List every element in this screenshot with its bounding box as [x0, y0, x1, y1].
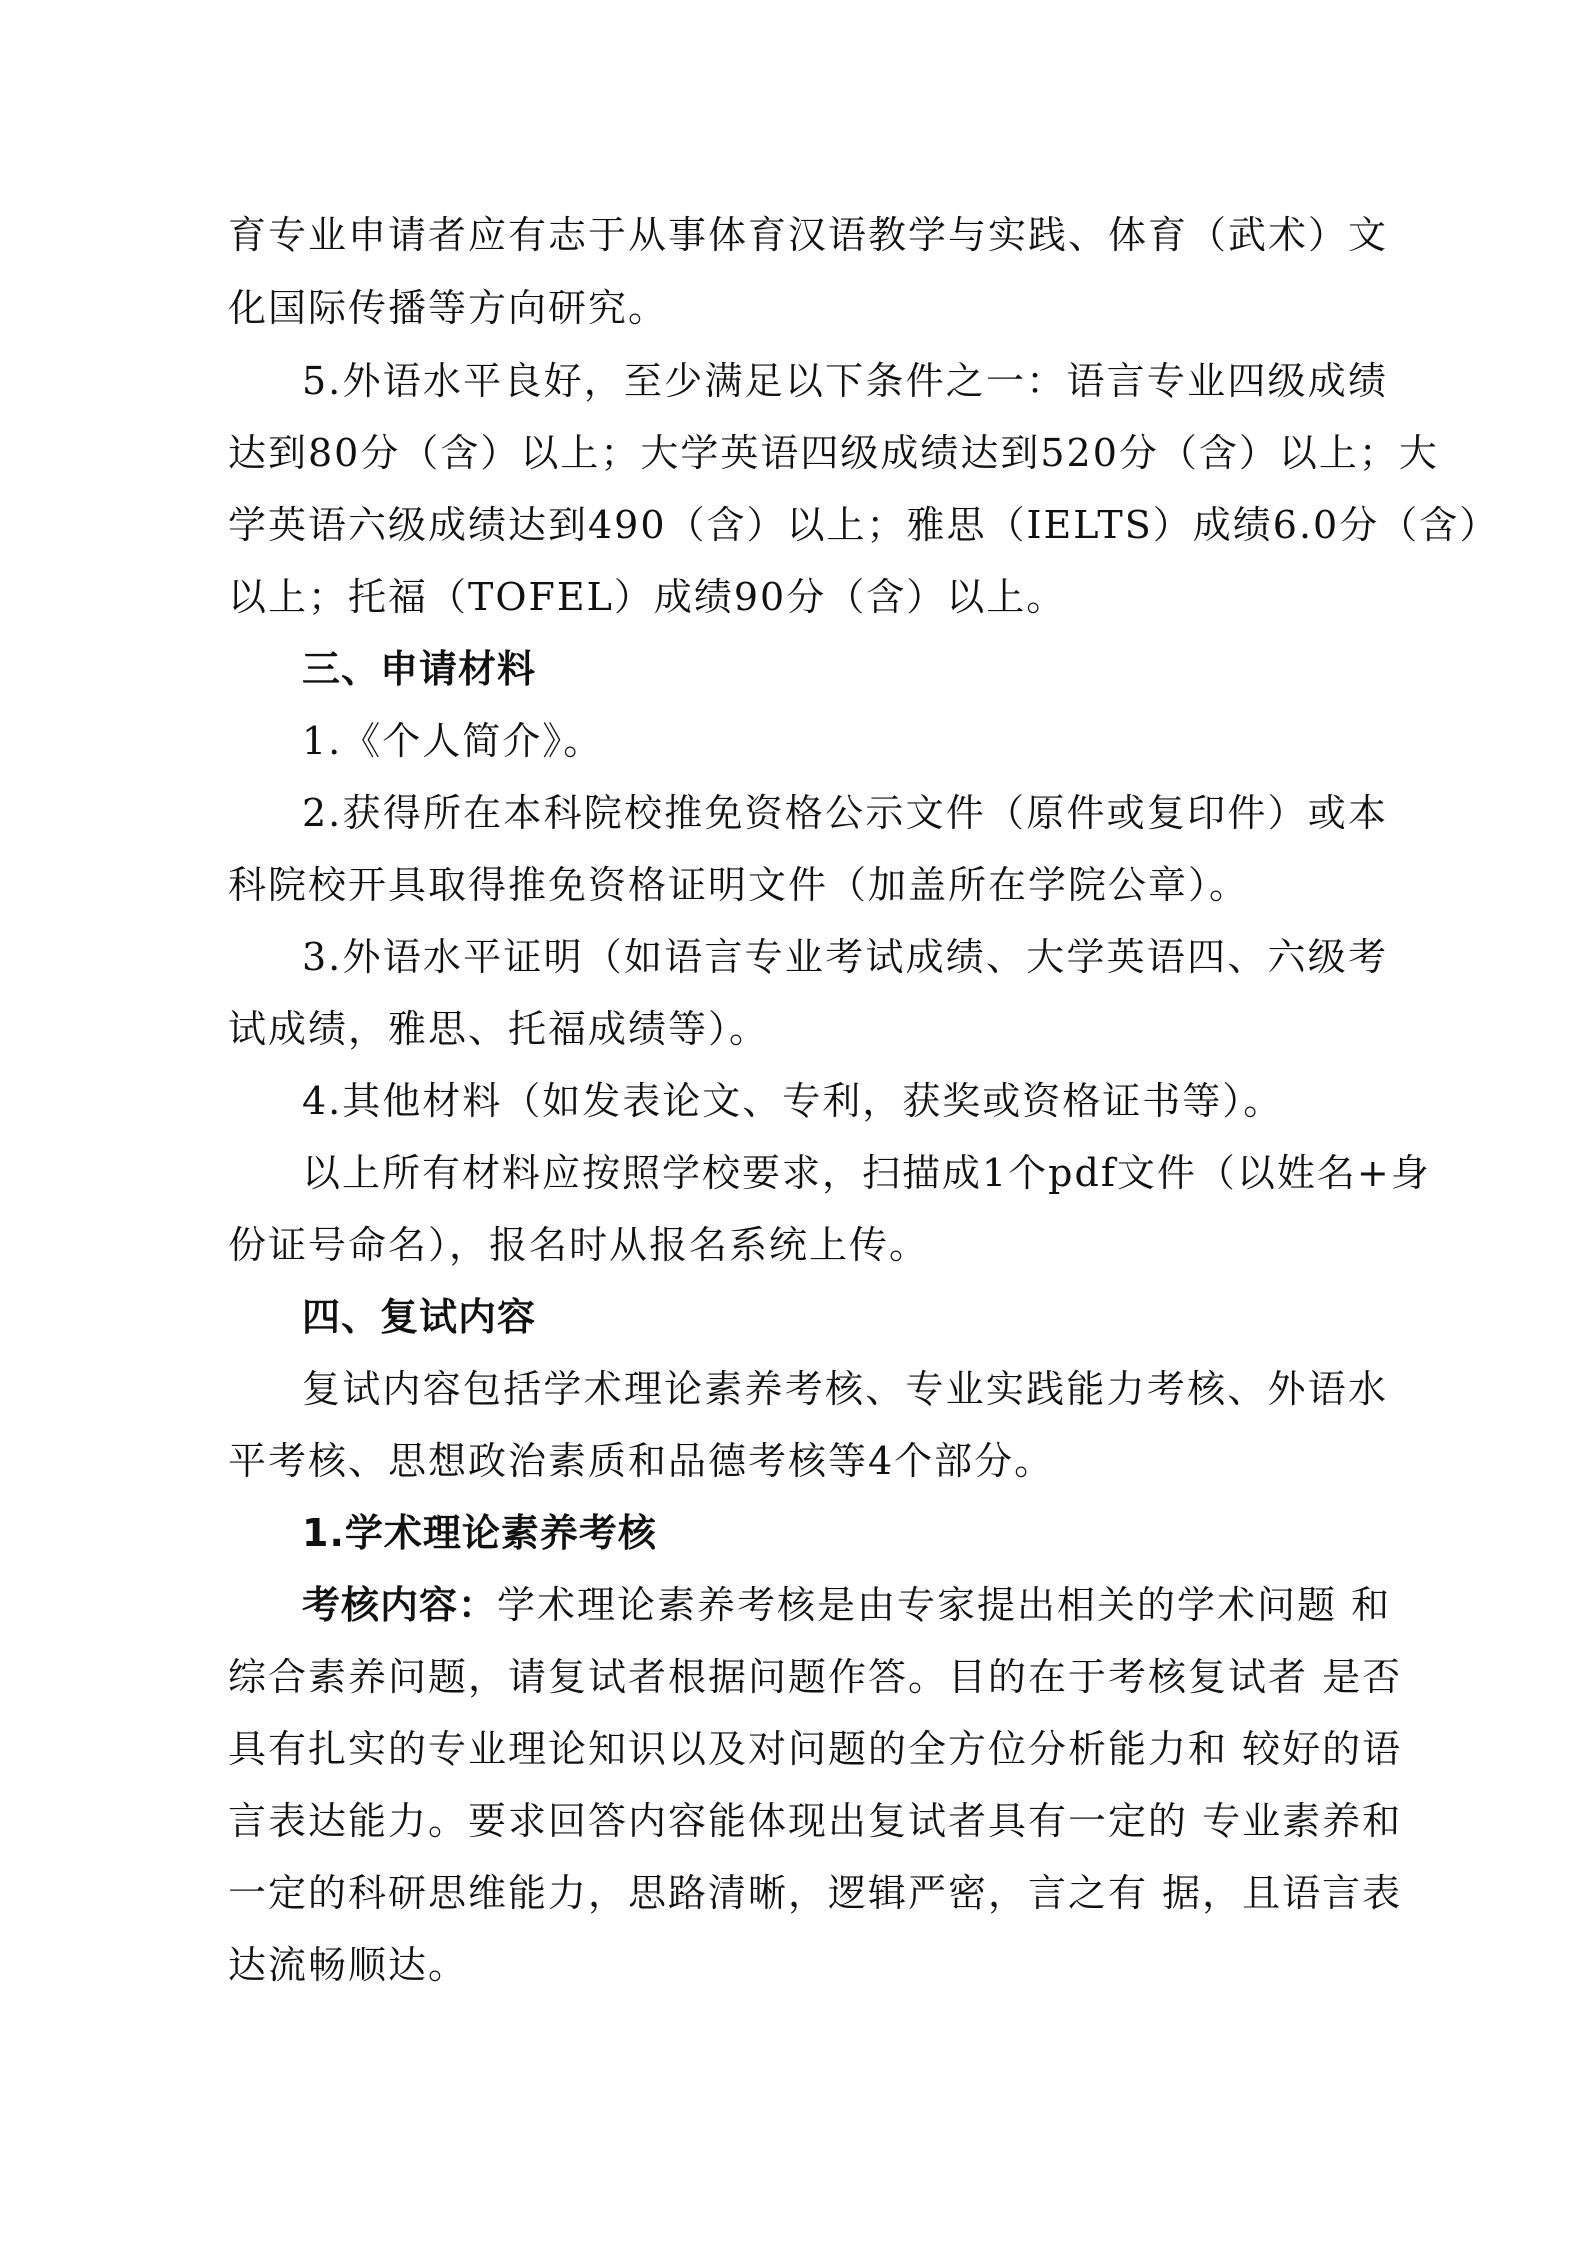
- paragraph-line: 以上所有材料应按照学校要求，扫描成1个pdf文件（以姓名+身: [302, 1151, 1431, 1195]
- paragraph-line: 一定的科研思维能力，思路清晰，逻辑严密，言之有 据，且语言表: [228, 1871, 1403, 1915]
- paragraph-line: 3.外语水平证明（如语言专业考试成绩、大学英语四、六级考: [302, 935, 1388, 979]
- paragraph-line: 达流畅顺达。: [228, 1943, 469, 1987]
- paragraph-line: 育专业申请者应有志于从事体育汉语教学与实践、体育（武术）文: [228, 213, 1389, 257]
- paragraph-line: [302, 1580, 1392, 1630]
- paragraph-line: 以上；托福（TOFEL）成绩90分（含）以上。: [228, 575, 1067, 619]
- label-assessment-content: 考核内容：: [302, 1583, 498, 1627]
- paragraph-line: 达到80分（含）以上；大学英语四级成绩达到520分（含）以上；大: [228, 431, 1439, 475]
- paragraph-line: 2.获得所在本科院校推免资格公示文件（原件或复印件）或本: [302, 791, 1388, 835]
- paragraph-line: 言表达能力。要求回答内容能体现出复试者具有一定的 专业素养和: [228, 1799, 1403, 1843]
- paragraph-line: 化国际传播等方向研究。: [228, 286, 669, 330]
- paragraph-line: 具有扎实的专业理论知识以及对问题的全方位分析能力和 较好的语: [228, 1727, 1403, 1771]
- section-heading: 四、复试内容: [302, 1295, 537, 1339]
- paragraph-line: 复试内容包括学术理论素养考核、专业实践能力考核、外语水: [302, 1367, 1388, 1411]
- paragraph-line: 4.其他材料（如发表论文、专利，获奖或资格证书等）。: [302, 1079, 1284, 1123]
- paragraph-line: 1.《个人简介》。: [302, 719, 604, 763]
- paragraph-text: 学术理论素养考核是由专家提出相关的学术问题 和: [497, 1583, 1392, 1627]
- paragraph-line: 份证号命名），报名时从报名系统上传。: [228, 1223, 930, 1267]
- paragraph-line: 5.外语水平良好，至少满足以下条件之一：语言专业四级成绩: [302, 359, 1388, 403]
- paragraph-line: 综合素养问题，请复试者根据问题作答。目的在于考核复试者 是否: [228, 1655, 1403, 1699]
- section-heading: 三、申请材料: [302, 647, 537, 691]
- subsection-heading: 1.学术理论素养考核: [302, 1511, 657, 1555]
- paragraph-line: 科院校开具取得推免资格证明文件（加盖所在学院公章）。: [228, 863, 1250, 907]
- paragraph-line: 平考核、思想政治素质和品德考核等4个部分。: [228, 1439, 1055, 1483]
- paragraph-line: 学英语六级成绩达到490（含）以上；雅思（IELTS）成绩6.0分（含）: [228, 503, 1500, 547]
- paragraph-line: 试成绩，雅思、托福成绩等）。: [228, 1007, 770, 1051]
